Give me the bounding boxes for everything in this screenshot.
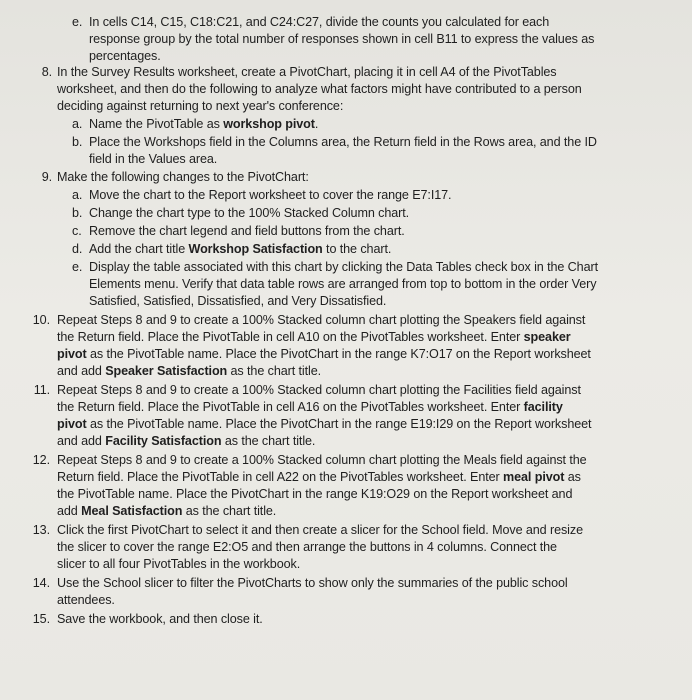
bold-term: meal pivot — [503, 470, 565, 484]
bold-term: Workshop Satisfaction — [188, 242, 323, 256]
bold-term: speaker — [523, 330, 571, 344]
bold-term: pivot — [57, 347, 87, 361]
bold-term: Meal Satisfaction — [81, 504, 183, 518]
bold-term: workshop pivot — [223, 117, 315, 131]
bold-term: Speaker Satisfaction — [105, 364, 228, 378]
bold-term: facility — [523, 400, 563, 414]
bold-term: Facility Satisfaction — [105, 434, 222, 448]
bold-term: pivot — [57, 417, 87, 431]
document-page: e. In cells C14, C15, C18:C21, and C24:C27, divide the counts you calculated for each response group by the total number of responses shown in cell B11 to express the values as percentages. 8. In the Survey Results worksheet, create a PivotChart, placing it in cell A4 of the PivotTables worksheet, and then do the following to analyze what factors might have contributed to a person deciding against returning to next year's conference: a. Name the PivotTable as workshop pivot. b. Place the Workshops field in the Columns area, the Return field in the Rows area, and the ID field in the Values area. 9. Make the following changes to the PivotChart: a. Move the chart to the Report worksheet to cover the range E7:I17. b. Change the chart type to the 100% Stacked Column chart. c. Remove the chart legend and field buttons from the chart. d. Add the chart title Workshop Satisfaction to the chart. e. Display the table associated with this chart by clicking the Data Tables check box in the Chart Elements menu. Verify that data table rows are arranged from top to bottom in the order Very Satisfied, Satisfied, Dissatisfied, and Very Dissatisfied. 10. Repeat Steps 8 and 9 to create a 100% Stacked column chart plotting the Speakers field against the Return field. Place the PivotTable in cell A10 on the PivotTables worksheet. Enter speaker pivot as the PivotTable name. Place the PivotChart in the range K7:O17 on the Report worksheet and add Speaker Satisfaction as the chart title. 11. Repeat Steps 8 and 9 to create a 100% Stacked column chart plotting the Facilities field against the Return field. Place the PivotTable in cell A16 on the PivotTables worksheet. Enter facility pivot as the PivotTable name. Place the PivotChart in the range E19:I29 on the Report worksheet and add Facility Satisfaction as the chart title. 12. Repeat Steps 8 and 9 to create a 100% Stacked column chart plotting the Meals field against the Return field. Place the PivotTable in cell A22 on the PivotTables worksheet. Enter meal pivot as the PivotTable name. Place the PivotChart in the range K19:O29 on the Report worksheet and add Meal Satisfaction as the chart title. 13. Click the first PivotChart to select it and then create a slicer for the School field. Move and resize the slicer to cover the range E2:O5 and then arrange the buttons in 4 columns. Connect the slicer to all four PivotTables in the workbook. 14. Use the School slicer to filter the PivotCharts to show only the summaries of the public school attendees. 15. Save the workbook, and then close it. — [0, 0, 692, 700]
